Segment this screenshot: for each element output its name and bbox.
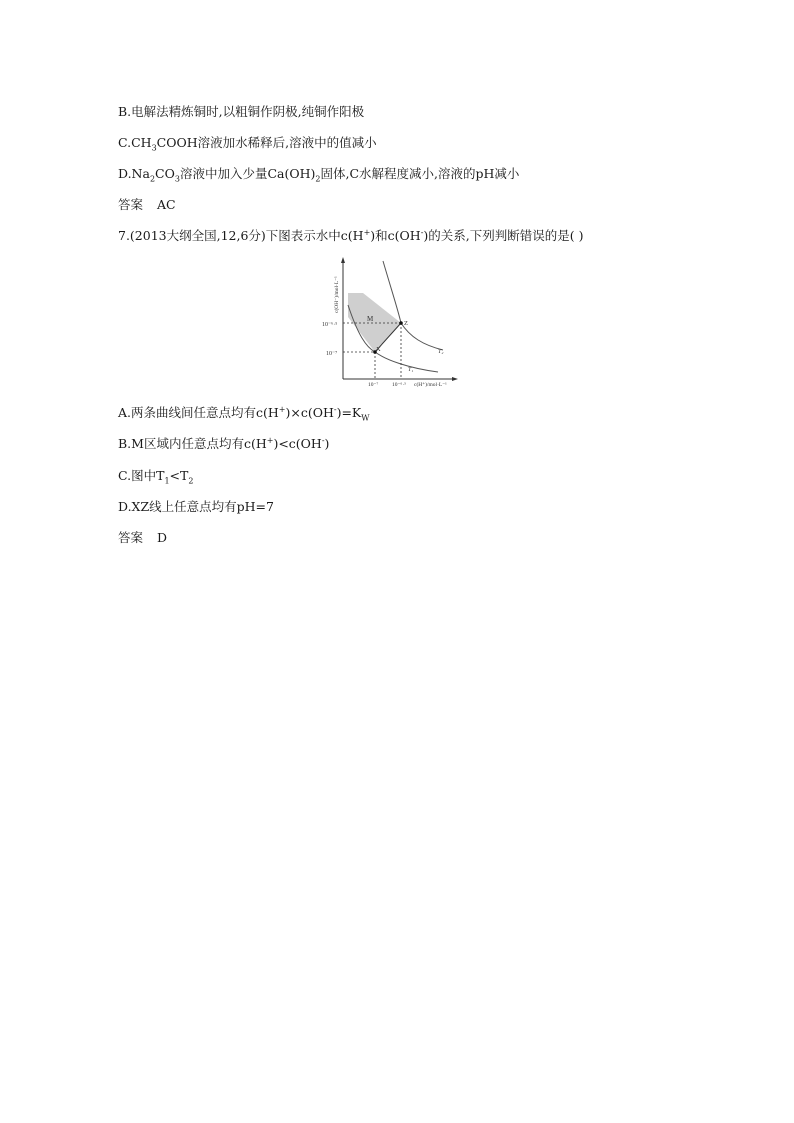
c2-sub1: 1 (164, 476, 170, 486)
answer2-label: 答案 (118, 530, 144, 545)
figure-svg (318, 255, 476, 391)
a2-mid2: )=K (336, 405, 362, 420)
q7-sup1: + (363, 227, 371, 237)
option-d-xz-line (118, 499, 274, 515)
option-c-dilution (118, 135, 377, 151)
y-axis-arrow (341, 257, 345, 263)
q7-sup2: - (420, 227, 424, 237)
curve-t2-label: T₂ (438, 349, 444, 355)
a2-prefix: A.两条曲线间任意点均有c(H (118, 405, 279, 420)
curve-t1-label: T₁ (408, 367, 414, 373)
q7-suffix: )的关系,下列判断错误的是( ) (423, 228, 584, 243)
option-a-two-curves (118, 405, 370, 421)
option-d-sub1: 2 (149, 174, 156, 184)
option-d-mid1: CO (155, 166, 175, 181)
option-b-region-m (118, 436, 329, 452)
option-d-prefix: D.Na (118, 166, 150, 181)
c2-sub2: 2 (188, 476, 194, 486)
question-7-stem (118, 228, 583, 244)
option-d-suffix: 固体,C水解程度减小,溶液的pH减小 (320, 166, 520, 181)
x-axis-arrow (452, 377, 458, 381)
y-tick-bottom: 10⁻⁷ (326, 351, 338, 357)
b2-prefix: B.M区域内任意点均有c(H (118, 436, 267, 451)
x-tick-left: 10⁻⁷ (368, 382, 379, 388)
b2-mid: )<c(OH (273, 436, 322, 451)
water-ion-product-figure (318, 255, 476, 391)
q7-mid: )和c(OH (370, 228, 421, 243)
option-c-temperatures (118, 468, 193, 484)
option-b-text: B.电解法精炼铜时,以粗铜作阴极,纯铜作阳极 (118, 104, 365, 119)
y-tick-top: 10⁻⁶·⁵ (322, 322, 338, 328)
x-axis-label: c(H⁺)/mol·L⁻¹ (414, 382, 447, 388)
a2-mid1: )×c(OH (285, 405, 334, 420)
answer-1 (118, 197, 176, 213)
option-d-sub3: 2 (315, 174, 321, 184)
point-z-marker (399, 321, 403, 325)
x-tick-right: 10⁻⁶·⁵ (392, 382, 407, 388)
d2-text: D.XZ线上任意点均有pH=7 (118, 499, 274, 514)
option-d-mid2: 溶液中加入少量Ca(OH) (179, 166, 316, 181)
answer-2 (118, 530, 167, 546)
a2-sup1: + (278, 404, 286, 414)
point-x-label: X (376, 346, 381, 353)
answer2-value: D (157, 530, 168, 545)
answer-value: AC (157, 197, 176, 212)
option-c-suffix: COOH溶液加水稀释后,溶液中的值减小 (156, 135, 377, 150)
a2-sub: W (361, 413, 370, 423)
y-axis-label: c(OH⁻)/mol·L⁻¹ (334, 276, 340, 313)
option-c-sub: 3 (151, 143, 157, 153)
answer-label: 答案 (118, 197, 144, 212)
option-b-electrolysis (118, 104, 364, 120)
region-m-label: M (367, 315, 374, 323)
b2-suffix: ) (324, 436, 330, 451)
c2-prefix: C.图中T (118, 468, 165, 483)
a2-sup2: - (333, 404, 337, 414)
region-m (348, 293, 401, 352)
b2-sup2: - (321, 435, 325, 445)
curve-t2 (383, 261, 443, 350)
option-c-prefix: C.CH (118, 135, 152, 150)
q7-prefix: 7.(2013大纲全国,12,6分)下图表示水中c(H (118, 228, 364, 243)
c2-mid: <T (169, 468, 189, 483)
point-z-label: Z (404, 320, 408, 327)
b2-sup1: + (266, 435, 274, 445)
option-d-sub2: 3 (174, 174, 180, 184)
option-d-sodium-carbonate (118, 166, 519, 182)
